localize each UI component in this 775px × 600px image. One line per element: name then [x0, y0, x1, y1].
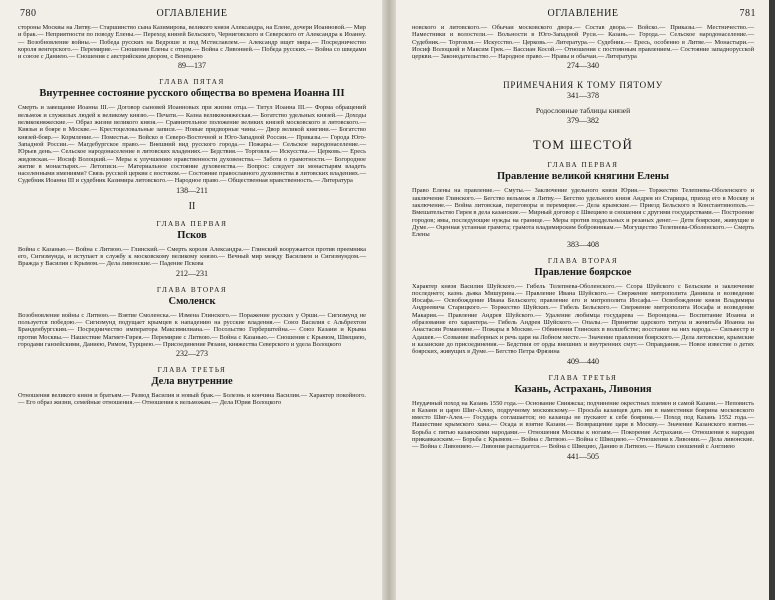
page-range: 274—340 — [567, 61, 599, 71]
chapter-title: Псков — [177, 229, 207, 241]
running-head-title: ОГЛАВЛЕНИЕ — [547, 8, 619, 19]
chapter-summary: Возобновление войны с Литвою.— Взятие Смоленска.— Измена Глинского.— Поражение русских у Орши.— Сигизмунд не пользуется победою.— Сигизмунд подущает крымцев к нападению на русские владения.— Союз Василия с Альбрехтом Бранденбургским.— Посредничество императора Максимилиана.— Посольство Герберштейна.— Союз Казани и Крыма против Москвы.— Нашествие Магмет-Гирея.— Перемирие с Литвою.— Война с Казанью.— Сношения с Крымом, Швециею, городами ганзейскими, Даниею, Римом, Турциею.— Присоединение Рязани, княжества Северского и удела Волоцкого — [18, 311, 366, 348]
notes-heading: ПРИМЕЧАНИЯ К ТОМУ ПЯТОМУ — [503, 80, 663, 91]
page-range: 409—440 — [567, 356, 599, 366]
chapter-title: Смоленск — [168, 295, 216, 307]
chapter-label: ГЛАВА ВТОРАЯ — [547, 256, 619, 265]
page-number: 780 — [20, 8, 37, 19]
tables-heading: Родословные таблицы князей — [535, 106, 631, 116]
page-range: 232—273 — [176, 349, 208, 359]
page-range: 441—505 — [567, 451, 599, 461]
right-page — [402, 0, 764, 600]
chapter-summary: Неудачный поход на Казань 1550 года.— Основание Свияжска; подчинение окрестных племен и самой Казани.— Неповисть в Казани и царю Шиг-Алею, подручному московскому.— Просьба казанцев дать им в наместники боярина московского вместо Шиг-Алея.— Государь соглашается; но казанцы не пускают к себе боярина.— Поход под Казань 1552 года.— Нашествие крымского хана.— Осада и взятие Казани.— Возвращение царя в Москву.— Значение Казанского взятия.— Борьба с пятью казанскими народами.— Отношения Москвы к ногаям.— Покорение Астрахани.— Отношения к народам прикавказским.— Борьба с Крымом.— Война с Литвою.— Война с Швециею.— Отношения к Ливонии.— Дела ливонские.— Война с Ливониею.— Ливония распадается.— Война с Швецию, Данию и Литвою.— Начало сношений с Англиею — [412, 399, 754, 451]
chapter-label: ГЛАВА ПЯТАЯ — [159, 78, 225, 87]
left-running-head — [8, 0, 376, 22]
volume-title: ТОМ ШЕСТОЙ — [532, 137, 634, 153]
page-number: 781 — [739, 8, 756, 19]
page-range: 138—211 — [176, 185, 208, 195]
chapter-label: ГЛАВА ПЕРВАЯ — [547, 161, 619, 170]
page-range: 212—231 — [176, 268, 208, 278]
page-range: 341—378 — [567, 91, 599, 101]
running-head-title: ОГЛАВЛЕНИЕ — [156, 8, 228, 19]
intro-text: стороны Москвы на Литву.— Старшинство сына Казимирова, великого князя Александра, на Елене, дочери Иоанновой.— Мир и брак.— Неприятности по поводу Елены.— Переход князей Бельского, Черниговского и Северского от Александра к Иоанну.— Возобновление войны.— Победа русских на Ведроше и под Мстиславлем.— Александр ищет мира.— Посредничество короля венгерского.— Перемирие.— Сношения Елены с отцом.— Война с Ливонией.— Победа русских.— Война со шведами и союзе с Даниею.— Сношения с австрийским двором, с Венециею — [18, 24, 366, 61]
page-range: 383—408 — [567, 239, 599, 249]
chapter-summary: Смерть и завещание Иоанна III.— Договор сыновей Иоанновых при жизни отца.— Титул Иоанна III.— Форма обращений вельмож и служилых людей к великому князю.— Печати.— Казна великокняжеская.— Богатство удельных князей.— Доходы великокняжеские.— Образ жизни великого князя.— Сравнительное положение великих князей московского и литовского.— Киязья и бояре в Москве.— Крестоцеловальные записи.— Новые придворные чины.— Двор великой княгини.— Богатство князей-бояр.— Кормление.— Поместья.— Войско в Северо-Восточной и Юго-Западной России.— Приказы.— Города Юго-Западной России.— Магдебургское право.— Внешний вид русского города.— Пожары.— Сельское народонаселение.— Юрьев день.— Сельское народонаселение в литовских владениях.— Бедствия.— Торговля.— Искусства.— Церковь.— Ересь жидовская.— Иосиф Волоцкий.— Меры к улучшению нравственности духовенства.— Забота о грамотности.— Богородное житие в монастырях.— Летописи.— Материальное состояние духовенства.— Вопрос: следует ли монастырям владеть населенными имениями? Связь русской церкви с востоком.— Состояние православного духовенства в литовских владениях.— Судебник Иоанна III и судебник Казимира литовского.— Народное право.— Общественная нравственность.— Литература — [18, 104, 366, 185]
page-range: 379—382 — [567, 116, 599, 126]
chapter-summary: Характер князя Василия Шуйского.— Гибель Телепнева-Оболенского.— Ссора Шуйского с Бельским и заключение последнего; казнь дьяка Мишурина.— Правление Ивана Шуйского.— Свержение митрополита Даниила и возведение Иосафа.— Освобождение Ивана Бельского; правление его и митрополита Иосафа.— Освобождение князя Владимира Андреевича Старицкого.— Торжество Шуйских.— Гибель Бельского.— Свержение митрополита Иосафа и возведение Макария.— Правление Андрея Шуйского.— Удаление любимца государева — Воронцова.— Воспитание Иоанна и образование его характера.— Гибель Андрея Шуйского.— Опалы.— Принятие царского титула и женитьба Иоанна на Анастасии Романовне.— Пожары в Москве.— Обвинения Глинских в волшебстве; восстание на них народа.— Сильвестр и Адашев.— Созвание выборных и речь царя на Лобном месте.— Значение правления боярского.— Дела литовские, крымские и казанские до присоединения.— Бедствия от орды внешних и внутренних смут.— Оправдания.— Новое известие о детях боярских, живущих в Думе.— Бегство Петра Фрязина — [412, 282, 754, 356]
chapter-summary: Отношения великого князя и братьям.— Развод Василия и новый брак.— Болезнь и кончина Василия.— Характер покойного.— Его образ жизни, семейные отношения.— Отношения к вельможам.— Дела Юрия Волоцкого — [18, 392, 366, 407]
chapter-label: ГЛАВА ТРЕТЬЯ — [157, 366, 227, 375]
book-edge — [769, 0, 775, 600]
chapter-title: Дела внутренние — [151, 376, 233, 388]
chapter-title: Правление великой княгини Елены — [497, 171, 669, 183]
chapter-label: ГЛАВА ВТОРАЯ — [156, 285, 228, 294]
chapter-title: Внутреннее состояние русского общества во времена Иоанна III — [39, 88, 345, 100]
chapter-summary: Право Елены на правление.— Смуты.— Заключение удельного князя Юрия.— Торжество Телепнева-Оболенского и заключение Глинского.— Бегство вельмож в Литву.— Бегство удельного князя Андрея из Старицы, приход его в Москву и заключение.— Война литовская, переговоры и перемирие.— Дела крымские.— Приезд Бельского в Константинополь.— Вмешательство Гирея в дела казанские.— Мирный договор с Швециею и сношения с другими государствами.— Построение городов; ямы, последующие нужды на границе.— Меры против поддельных и резаных денег.— Дети боярские, живущие в Думе.— Оценная устанная грамота; грамота владимирским бобровникам.— Могущество Телепнева-Оболенского.— Смерть Елены — [412, 187, 754, 239]
chapter-label: ГЛАВА ПЕРВАЯ — [156, 219, 228, 228]
part-numeral: II — [188, 200, 196, 212]
right-running-head — [402, 0, 764, 22]
book-gutter — [382, 0, 396, 600]
page-range: 89—137 — [178, 61, 206, 71]
left-page — [8, 0, 376, 600]
chapter-summary: Война с Казанью.— Война с Литвою.— Глинский.— Смерть короля Александра.— Глинский вооружается против преемника его, Сигизмунда, и вступает в службу к московскому великому князю.— Вечный мир между Василием и Сигизмундом.— Вражда у Василия с Крымом.— Дела ливонские.— Падение Пскова — [18, 245, 366, 268]
chapter-label: ГЛАВА ТРЕТЬЯ — [548, 373, 618, 382]
chapter-title: Казань, Астрахань, Ливония — [514, 383, 652, 395]
continued-text: новского и литовского.— Обычаи московского двора.— Состав двора.— Войско.— Приказы.— Местничество.— Наместники и волостели.— Вольности в Юго-Западной Руси.— Казань.— Города.— Сельское народонаселение.— Судебник.— Торговля.— Искусство.— Церковь.— Литература.— Судебник.— Ересь, особенно в Литве.— Монастыри.— Иосиф Волоцкий и Максим Грек.— Вассиан Косой.— Отношения с постоянным правлением.— Состояние западнорусской церкви.— Законодательство.— Народное право.— Нравы и обычаи.— Литература — [412, 24, 754, 61]
chapter-title: Правление боярское — [534, 266, 632, 278]
